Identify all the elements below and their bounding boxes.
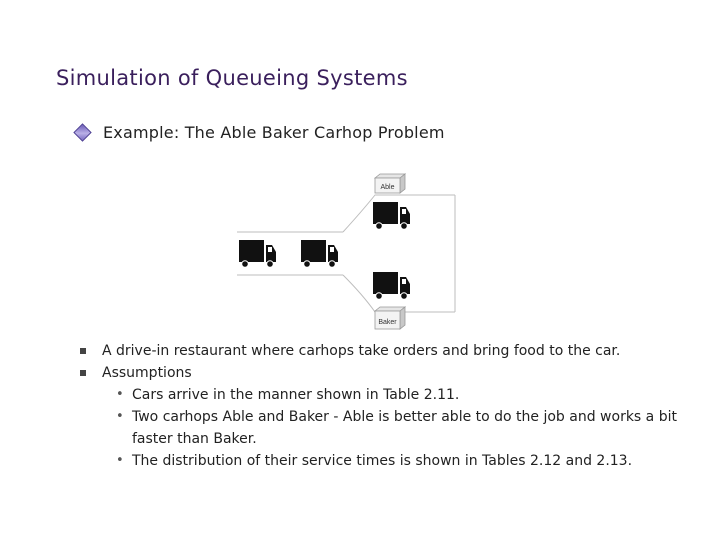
- slide-title: Simulation of Queueing Systems: [56, 66, 408, 90]
- square-bullet-icon: [80, 348, 86, 354]
- bullet-text: A drive-in restaurant where carhops take orders and bring food to the car.: [102, 343, 621, 359]
- truck-icon: [301, 240, 338, 267]
- sub-bullet-text: Cars arrive in the manner shown in Table 2.11.: [132, 387, 460, 403]
- bullet-item: [78, 362, 708, 384]
- dot-bullet-icon: •: [116, 453, 124, 468]
- carhop-diagram: [225, 170, 465, 335]
- bullet-text: Assumptions: [102, 365, 192, 381]
- dot-bullet-icon: •: [116, 387, 124, 402]
- truck-icon: [373, 202, 410, 229]
- able-label: Able: [380, 184, 395, 191]
- able-station: [375, 174, 405, 193]
- baker-station: [375, 307, 405, 329]
- sub-bullet-item: [78, 406, 708, 450]
- square-bullet-icon: [80, 370, 86, 376]
- bullet-item: [78, 340, 708, 362]
- sub-bullet-text: Two carhops Able and Baker - Able is better able to do the job and works a bit faster than Baker.: [132, 409, 677, 447]
- sub-bullet-text: The distribution of their service times is shown in Tables 2.12 and 2.13.: [132, 453, 633, 469]
- sub-bullet-item: [78, 384, 708, 406]
- sub-bullet-item: [78, 450, 708, 472]
- bullet-list: [78, 340, 708, 472]
- subtitle-row: [74, 120, 445, 144]
- truck-icon: [239, 240, 276, 267]
- slide-subtitle: Example: The Able Baker Carhop Problem: [103, 122, 445, 142]
- diamond-bullet-icon: [73, 123, 91, 141]
- dot-bullet-icon: •: [116, 409, 124, 424]
- baker-label: Baker: [378, 319, 397, 326]
- truck-icon: [373, 272, 410, 299]
